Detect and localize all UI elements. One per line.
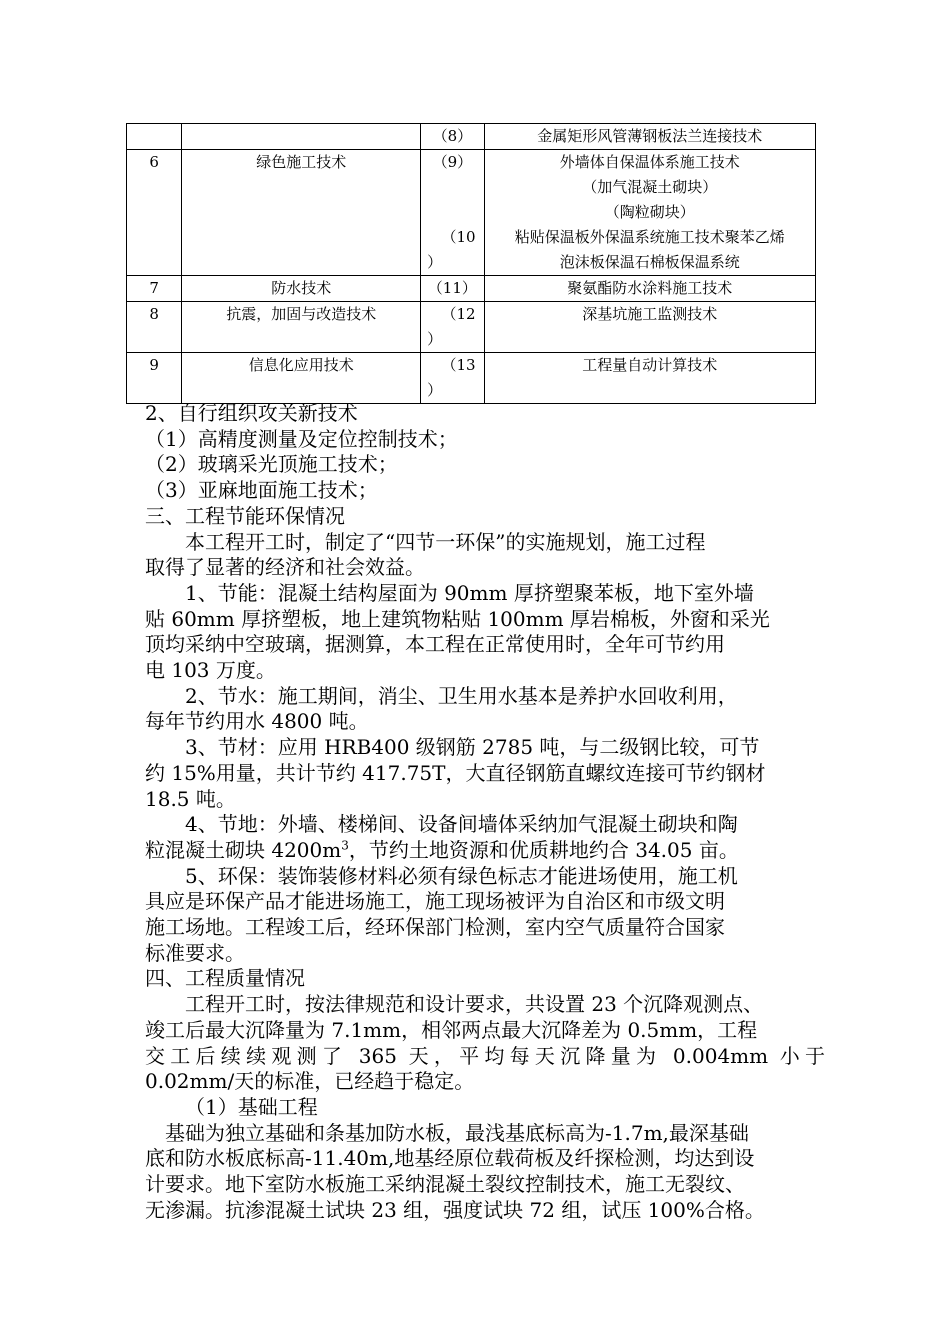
- paragraph-line: 电 103 万度。: [145, 658, 276, 683]
- paragraph-line: 基础为独立基础和条基加防水板，最浅基底标高为-1.7m,最深基础: [165, 1120, 749, 1145]
- index-line: （10: [441, 228, 476, 246]
- paragraph-line: 5、环保：装饰装修材料必须有绿色标志才能进场使用，施工机: [185, 863, 738, 888]
- technology-name-cell: [484, 124, 815, 150]
- section-heading: 三、工程节能环保情况: [145, 503, 345, 528]
- category-cell: 抗震，加固与改造技术: [182, 302, 421, 353]
- paragraph-line: 4、节地：外墙、楼梯间、设备间墙体采纳加气混凝土砌块和陶: [185, 812, 738, 837]
- technology-name-line: （陶粒砌块）: [604, 203, 695, 221]
- technology-name-line: 粘贴保温板外保温系统施工技术聚苯乙烯: [514, 228, 785, 246]
- technology-name-cell: [484, 276, 815, 302]
- technology-name-cell: [484, 353, 815, 404]
- paragraph-line: 18.5 吨。: [145, 786, 236, 811]
- index-line: [423, 175, 481, 200]
- list-item: （2）玻璃采光顶施工技术；: [145, 452, 398, 477]
- paragraph-line: 3、节材：应用 HRB400 级钢筋 2785 吨，与二级钢比较，可节: [185, 735, 760, 760]
- section-heading: 2、自行组织攻关新技术: [145, 401, 358, 425]
- table-row: [127, 124, 816, 150]
- index-line: （12: [441, 305, 476, 323]
- row-number: 7: [127, 276, 182, 302]
- technology-name-cell: [484, 150, 815, 276]
- index-line: [423, 200, 481, 225]
- index-line: （8）: [432, 127, 473, 145]
- technology-table: [126, 123, 816, 404]
- technology-name-line: 聚氨酯防水涂料施工技术: [567, 279, 733, 297]
- category-cell: 防水技术: [182, 276, 421, 302]
- paragraph-line: 贴 60mm 厚挤塑板，地上建筑物粘贴 100mm 厚岩棉板，外窗和采光: [145, 606, 770, 631]
- technology-name-line: 工程量自动计算技术: [582, 356, 718, 374]
- row-number: 8: [127, 302, 182, 353]
- index-cell: [421, 150, 484, 276]
- paragraph-line: 取得了显著的经济和社会效益。: [145, 555, 425, 580]
- subsection-heading: （1）基础工程: [185, 1094, 318, 1119]
- text-span: 粒混凝土砌块 4200m: [145, 837, 342, 862]
- paragraph-line: 计要求。地下室防水板施工采纳混凝土裂纹控制技术，施工无裂纹、: [145, 1172, 745, 1197]
- row-number: 9: [127, 353, 182, 404]
- section-heading: 四、工程质量情况: [145, 966, 305, 991]
- index-cell: [421, 124, 484, 150]
- technology-name-line: 外墙体自保温体系施工技术: [559, 153, 740, 171]
- technology-name-line: 金属矩形风管薄钢板法兰连接技术: [537, 127, 763, 145]
- technology-name-line: （加气混凝土砌块）: [582, 178, 718, 196]
- paragraph-line: 本工程开工时，制定了“四节一环保”的实施规划，施工过程: [185, 529, 706, 554]
- paragraph-line: 2、节水：施工期间，消尘、卫生用水基本是养护水回收利用，: [185, 683, 738, 708]
- table-row: [127, 302, 816, 353]
- index-line: （11）: [427, 279, 477, 297]
- table-row: [127, 150, 816, 276]
- paragraph-line: [145, 838, 825, 864]
- paragraph-line: 竣工后最大沉降量为 7.1mm，相邻两点最大沉降差为 0.5mm，工程: [145, 1017, 758, 1042]
- table-row: [127, 353, 816, 404]
- index-cell: [421, 302, 484, 353]
- table-row: [127, 276, 816, 302]
- index-line: （9）: [432, 153, 473, 171]
- paragraph-line: 1、节能：混凝土结构屋面为 90mm 厚挤塑聚苯板，地下室外墙: [185, 580, 754, 605]
- paragraph-line: 约 15%用量，共计节约 417.75T，大直径钢筋直螺纹连接可节约钢材: [145, 760, 766, 785]
- paragraph-line: 顶均采纳中空玻璃，据测算，本工程在正常使用时，全年可节约用: [145, 632, 725, 657]
- paragraph-line: 工程开工时，按法律规范和设计要求，共设置 23 个沉降观测点、: [185, 992, 764, 1017]
- list-item: （3）亚麻地面施工技术；: [145, 478, 378, 503]
- paragraph-line: 每年节约用水 4800 吨。: [145, 709, 369, 734]
- technology-name-line: 深基坑施工监测技术: [582, 305, 718, 323]
- row-number: [127, 124, 182, 150]
- technology-name-line: 泡沫板保温石棉板保温系统: [559, 253, 740, 271]
- text-span: ，节约土地资源和优质耕地约合 34.05 亩。: [348, 837, 739, 862]
- index-line: ）: [427, 253, 443, 271]
- paragraph-line: 底和防水板底标高-11.40m,地基经原位载荷板及纤探检测，均达到设: [145, 1146, 755, 1171]
- index-line: ）: [427, 330, 443, 348]
- document-body: [145, 401, 825, 1224]
- superscript: 3: [341, 838, 349, 853]
- row-number: 6: [127, 150, 182, 276]
- paragraph-line: 具应是环保产品才能进场施工，施工现场被评为自治区和市级文明: [145, 889, 725, 914]
- category-cell: 信息化应用技术: [182, 353, 421, 404]
- paragraph-line: 无渗漏。抗渗混凝土试块 23 组，强度试块 72 组，试压 100%合格。: [145, 1197, 765, 1222]
- paragraph-line: 施工场地。工程竣工后，经环保部门检测，室内空气质量符合国家: [145, 915, 725, 940]
- category-cell: [182, 124, 421, 150]
- paragraph-line: 标准要求。: [145, 940, 245, 965]
- index-cell: [421, 353, 484, 404]
- category-cell: 绿色施工技术: [182, 150, 421, 276]
- index-cell: [421, 276, 484, 302]
- paragraph-line: 交工后续续观测了 365 天，平均每天沉降量为 0.004mm 小于: [145, 1043, 825, 1068]
- technology-name-cell: [484, 302, 815, 353]
- index-line: （13: [441, 356, 476, 374]
- index-line: ）: [427, 381, 443, 399]
- list-item: （1）高精度测量及定位控制技术；: [145, 426, 458, 451]
- paragraph-line: 0.02mm/天的标准，已经趋于稳定。: [145, 1069, 475, 1094]
